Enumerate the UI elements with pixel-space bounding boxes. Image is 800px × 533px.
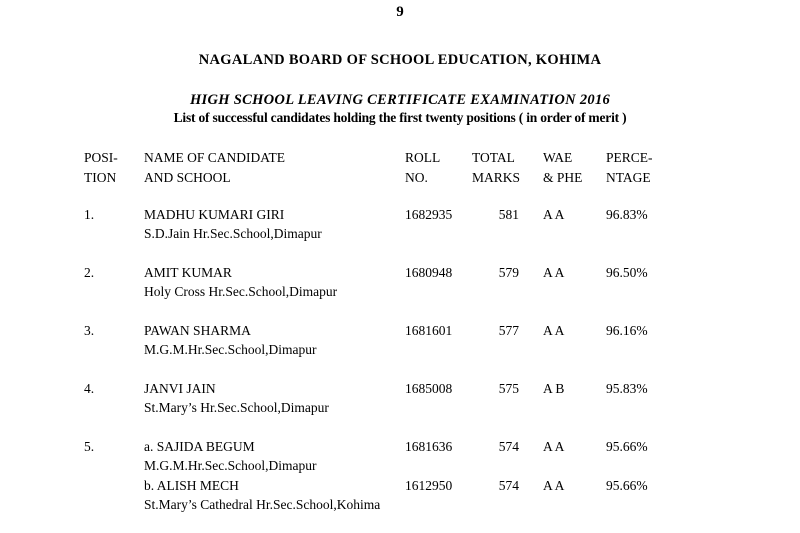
roll-number: 1685008 — [405, 381, 453, 396]
board-title: NAGALAND BOARD OF SCHOOL EDUCATION, KOHIMA — [198, 52, 602, 68]
header-percentage: PERCE- NTAGE — [606, 150, 653, 185]
school-name: Holy Cross Hr.Sec.School,Dimapur — [144, 284, 338, 299]
page-number: 9 — [396, 4, 404, 20]
percentage: 96.50% — [606, 265, 648, 280]
percentage: 95.66% — [606, 478, 648, 493]
position: 2. — [84, 265, 95, 280]
candidate-name: MADHU KUMARI GIRI — [144, 207, 285, 222]
header-name: NAME OF CANDIDATE AND SCHOOL — [144, 150, 285, 185]
wae-phe-grade: A B — [543, 381, 565, 396]
percentage: 95.83% — [606, 381, 648, 396]
header-roll: ROLL NO. — [405, 150, 441, 185]
roll-number: 1681601 — [405, 323, 453, 338]
candidate-name: a. SAJIDA BEGUM — [144, 439, 255, 454]
total-marks: 581 — [498, 207, 519, 222]
position: 5. — [84, 439, 95, 454]
position: 1. — [84, 207, 95, 222]
header-wae-phe: WAE & PHE — [543, 150, 583, 185]
total-marks: 574 — [498, 478, 519, 493]
total-marks: 579 — [498, 265, 519, 280]
school-name: M.G.M.Hr.Sec.School,Dimapur — [144, 342, 317, 357]
percentage: 96.16% — [606, 323, 648, 338]
total-marks: 575 — [498, 381, 519, 396]
school-name: M.G.M.Hr.Sec.School,Dimapur — [144, 458, 317, 473]
candidate-name: JANVI JAIN — [144, 381, 216, 396]
candidate-name: AMIT KUMAR — [144, 265, 232, 280]
school-name: St.Mary’s Hr.Sec.School,Dimapur — [144, 400, 329, 415]
school-name: St.Mary’s Cathedral Hr.Sec.School,Kohima — [144, 497, 381, 512]
roll-number: 1612950 — [405, 478, 453, 493]
list-subtitle: List of successful candidates holding the first twenty positions ( in order of merit ) — [173, 110, 627, 125]
exam-title: HIGH SCHOOL LEAVING CERTIFICATE EXAMINATION 2016 — [189, 92, 611, 108]
candidate-name: b. ALISH MECH — [144, 478, 239, 493]
total-marks: 574 — [498, 439, 519, 454]
percentage: 95.66% — [606, 439, 648, 454]
wae-phe-grade: A A — [543, 323, 565, 338]
wae-phe-grade: A A — [543, 478, 565, 493]
candidate-name: PAWAN SHARMA — [144, 323, 251, 338]
percentage: 96.83% — [606, 207, 648, 222]
wae-phe-grade: A A — [543, 439, 565, 454]
total-marks: 577 — [498, 323, 519, 338]
position: 4. — [84, 381, 95, 396]
wae-phe-grade: A A — [543, 207, 565, 222]
roll-number: 1680948 — [405, 265, 453, 280]
header-total: TOTAL MARKS — [472, 150, 521, 185]
wae-phe-grade: A A — [543, 265, 565, 280]
school-name: S.D.Jain Hr.Sec.School,Dimapur — [144, 226, 322, 241]
position: 3. — [84, 323, 95, 338]
roll-number: 1681636 — [405, 439, 453, 454]
roll-number: 1682935 — [405, 207, 453, 222]
header-position: POSI- TION — [84, 150, 118, 185]
